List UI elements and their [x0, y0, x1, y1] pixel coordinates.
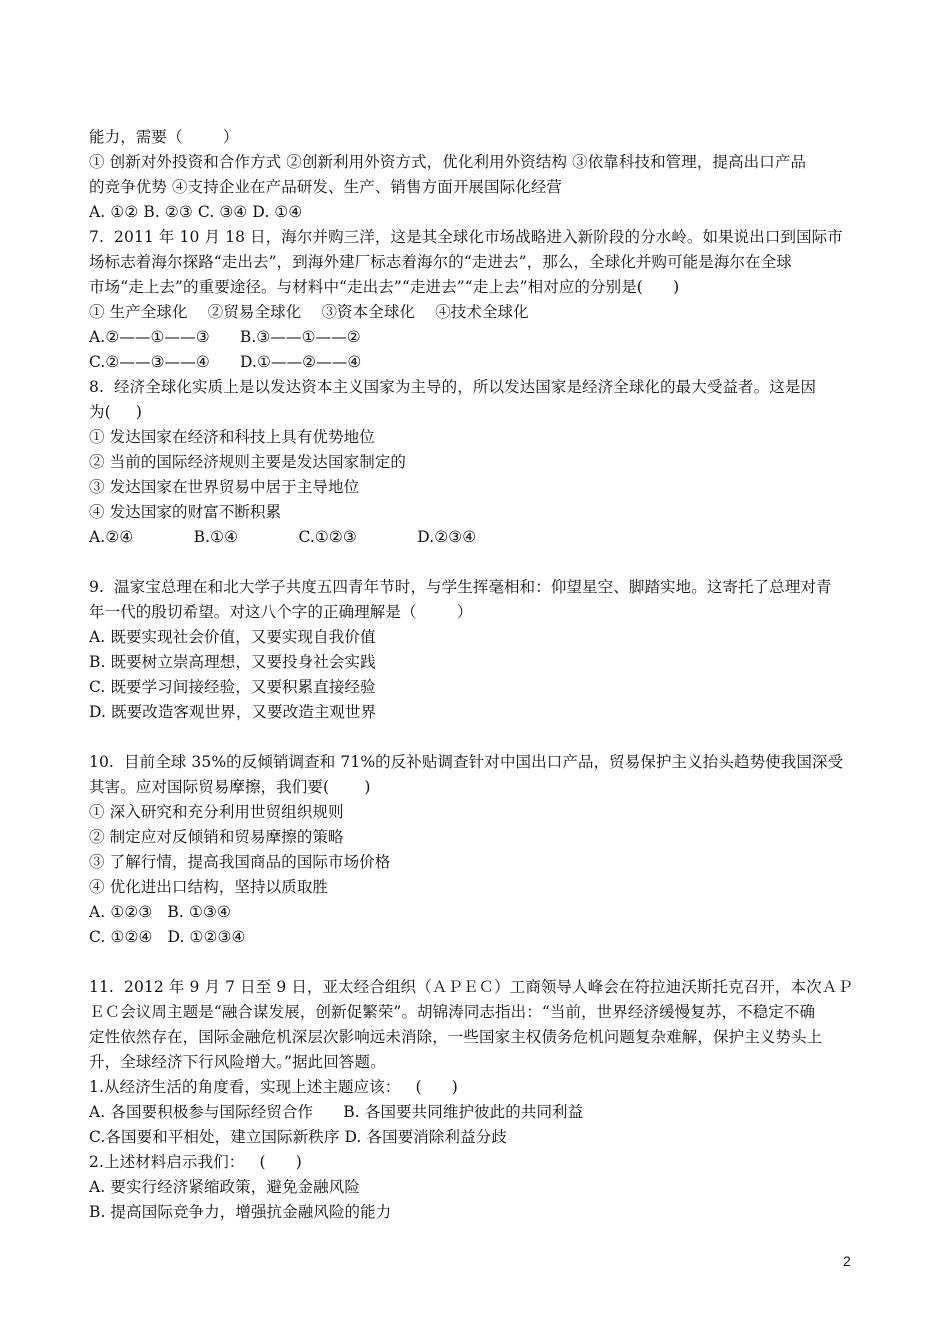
text-line: 8. 经济全球化实质上是以发达资本主义国家为主导的，所以发达国家是经济全球化的最大受益者。这是因 [89, 378, 817, 396]
text-line: 定性依然存在，国际金融危机深层次影响远未消除，一些国家主权债务危机问题复杂难解，保护主义势头上 [89, 1028, 823, 1046]
text-line: C.②——③——④ D.①——②——④ [89, 353, 362, 371]
text-line: A. ①②③ B. ①③④ [89, 903, 231, 921]
text-line: C. 既要学习间接经验，又要积累直接经验 [89, 678, 376, 696]
text-line: ① 深入研究和充分利用世贸组织规则 [89, 803, 344, 821]
text-line: ① 发达国家在经济和科技上具有优势地位 [89, 428, 375, 446]
text-line: A. 各国要积极参与国际经贸合作 B. 各国要共同维护彼此的共同利益 [89, 1103, 584, 1121]
text-line: A. ①② B. ②③ C. ③④ D. ①④ [89, 203, 303, 221]
text-line: 的竞争优势 ④支持企业在产品研发、生产、销售方面开展国际化经营 [89, 178, 563, 196]
text-line: 11. 2012 年 9 月 7 日至 9 日，亚太经合组织（ＡＰＥＣ）工商领导人峰会在符拉迪沃斯托克召开，本次ＡＰ [89, 978, 853, 996]
text-line: ④ 发达国家的财富不断积累 [89, 503, 282, 521]
text-line: D. 既要改造客观世界，又要改造主观世界 [89, 703, 377, 721]
text-line: 市场“走上去”的重要途径。与材料中“走出去”“走进去”“走上去”相对应的分别是( ) [89, 278, 680, 296]
page-number: 2 [843, 1253, 851, 1269]
text-line: 10. 目前全球 35%的反倾销调查和 71%的反补贴调查针对中国出口产品，贸易保护主义抬头趋势使我国深受 [89, 753, 844, 771]
text-line: A. 既要实现社会价值，又要实现自我价值 [89, 628, 376, 646]
text-line: A.②④ B.①④ C.①②③ D.②③④ [89, 528, 477, 546]
text-line: ④ 优化进出口结构，坚持以质取胜 [89, 878, 329, 896]
text-line: 场标志着海尔探路“走出去”，到海外建厂标志着海尔的“走进去”，那么，全球化并购可能是海尔在全球 [89, 253, 792, 271]
text-line: 7. 2011 年 10 月 18 日，海尔并购三洋，这是其全球化市场战略进入新阶段的分水岭。如果说出口到国际市 [89, 228, 843, 246]
text-line: 年一代的殷切希望。对这八个字的正确理解是（ ） [89, 603, 473, 621]
text-line: ① 创新对外投资和合作方式 ②创新利用外资方式，优化利用外资结构 ③依靠科技和管理，提高出口产品 [89, 153, 807, 171]
text-line: 升，全球经济下行风险增大。”据此回答题。 [89, 1053, 386, 1071]
text-line: A. 要实行经济紧缩政策，避免金融风险 [89, 1178, 360, 1196]
text-line: 能力，需要（ ） [89, 128, 239, 146]
text-line: C.各国要和平相处，建立国际新秩序 D. 各国要消除利益分歧 [89, 1128, 507, 1146]
text-line: ③ 了解行情，提高我国商品的国际市场价格 [89, 853, 391, 871]
text-line: B. 既要树立崇高理想，又要投身社会实践 [89, 653, 376, 671]
text-line: ③ 发达国家在世界贸易中居于主导地位 [89, 478, 360, 496]
text-line: 其害。应对国际贸易摩擦，我们要( ) [89, 778, 371, 796]
text-line: 1.从经济生活的角度看，实现上述主题应该： ( ) [89, 1078, 458, 1096]
text-line: 9. 温家宝总理在和北大学子共度五四青年节时，与学生挥毫相和：仰望星空、脚踏实地。这寄托了总理对青 [89, 578, 832, 596]
text-line: 为( ) [89, 403, 143, 421]
text-line: ＥＣ会议周主题是“融合谋发展，创新促繁荣”。胡锦涛同志指出：“当前，世界经济缓慢复苏，不稳定不确 [89, 1003, 816, 1021]
text-line: ② 当前的国际经济规则主要是发达国家制定的 [89, 453, 407, 471]
text-line: ② 制定应对反倾销和贸易摩擦的策略 [89, 828, 344, 846]
text-line: ① 生产全球化 ②贸易全球化 ③资本全球化 ④技术全球化 [89, 303, 529, 321]
text-line: A.②——①——③ B.③——①——② [89, 328, 361, 346]
text-line: 2.上述材料启示我们： ( ) [89, 1153, 302, 1171]
text-line: C. ①②④ D. ①②③④ [89, 928, 246, 946]
text-line: B. 提高国际竞争力，增强抗金融风险的能力 [89, 1203, 392, 1221]
